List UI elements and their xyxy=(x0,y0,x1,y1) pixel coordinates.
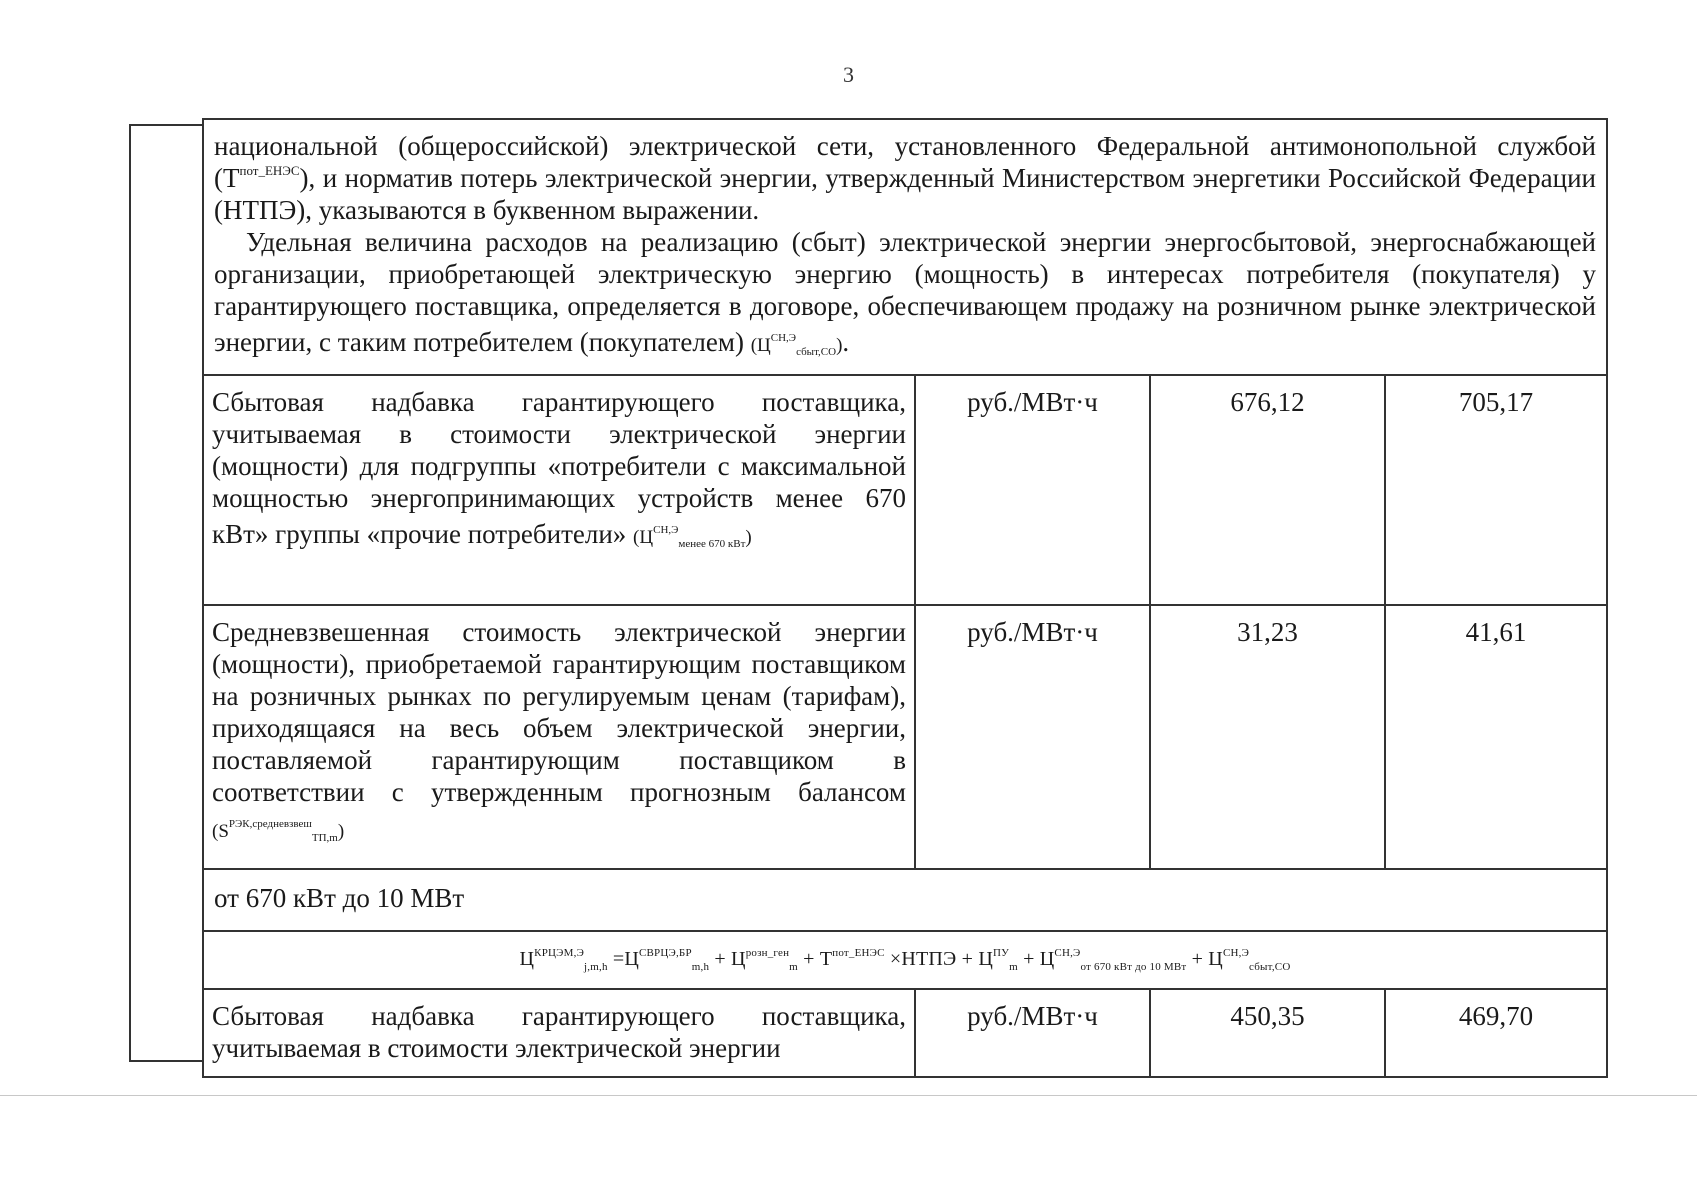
row-value-1: 31,23 xyxy=(1151,606,1386,868)
table-row xyxy=(204,376,1606,606)
symbol-markup: $(Ц^{СН,Э}_{менее 670 кВт})$ xyxy=(633,524,752,550)
row-value-2: 41,61 xyxy=(1465,617,1527,647)
table-row xyxy=(204,990,1606,1078)
table-left-column xyxy=(129,124,203,1062)
row-value-2: 705,17 xyxy=(1458,387,1534,417)
section-heading-row xyxy=(204,870,1606,932)
section-heading: от 670 кВт до 10 МВт xyxy=(214,883,465,913)
page-number: 3 xyxy=(843,62,854,87)
row-value-1: 676,12 xyxy=(1151,376,1386,604)
row-unit: руб./МВт·ч xyxy=(916,376,1151,604)
row-unit: руб./МВт·ч xyxy=(916,990,1151,1076)
row-unit: руб./МВт·ч xyxy=(916,606,1151,868)
intro-text-block xyxy=(204,120,1606,376)
row-description: Сбытовая надбавка гарантирующего поставщика, учитываемая в стоимости электрической энергии xyxy=(204,990,916,1076)
row-value-1: 450,35 xyxy=(1151,990,1386,1076)
price-formula: $Ц^{КРЦЭМ,Э}_{j,m,h} =Ц^{СВРЦЭ,БР}_{m,h} + Ц^{розн\_ген}_m + Т^{пот\_ЕНЭС}$ ×НТПЭ + $Ц^{ПУ}_m + Ц^{СН,Э}_{от 670 кВт до 10 МВт} + Ц^{СН,Э}_{сбыт,СО}$ xyxy=(519,947,1291,973)
row-description: Сбытовая надбавка гарантирующего поставщика, учитываемая в стоимости электрической энергии (мощности) для подгруппы «потребители с максимальной мощностью энергопринимающих устройств менее 670 кВт» группы «прочие потребители» $(Ц^{СН,Э}_{менее 670 кВт})$ xyxy=(204,376,916,604)
symbol-weighted-cost: $(S^{РЭК,средневзвеш}_{ТП,m})$ xyxy=(212,818,345,844)
intro-paragraph-1: национальной (общероссийской) электрической сети, установленного Федеральной антимонопольной службой $(Т^{пот\_ЕНЭС})$, и норматив потерь электрической энергии, утвержденный Министерством энергетики Российской Федерации (НТПЭ), указываются в буквенном выражении. xyxy=(214,131,1596,225)
table-row xyxy=(204,606,1606,870)
symbol-sales-rate: $(Ц^{СН,Э}_{сбыт,СО})$ xyxy=(750,332,843,358)
tariff-table xyxy=(202,118,1608,1078)
scan-edge-line xyxy=(0,1095,1697,1096)
row-description: Средневзвешенная стоимость электрической энергии (мощности), приобретаемой гарантирующим поставщиком на розничных рынках по регулируемым ценам (тарифам), приходящаяся на весь объем электрической энергии, поставляемой гарантирующим поставщиком в соответствии с утвержденным прогнозным балансом $(S^{РЭК,средневзвеш}_{ТП,m})$ xyxy=(204,606,916,868)
intro-paragraph-2: Удельная величина расходов на реализацию (сбыт) электрической энергии энергосбытовой, энергоснабжающей организации, приобретающей электрическую энергию (мощность) в интересах потребителя (покупателя) у гарантирующего поставщика, определяется в договоре, обеспечивающем продажу на розничном рынке электрической энергии, с таким потребителем (покупателем) $(Ц^{СН,Э}_{сбыт,СО})$. xyxy=(214,227,1596,358)
row-value-2: 469,70 xyxy=(1458,1001,1534,1031)
formula-row xyxy=(204,932,1606,990)
